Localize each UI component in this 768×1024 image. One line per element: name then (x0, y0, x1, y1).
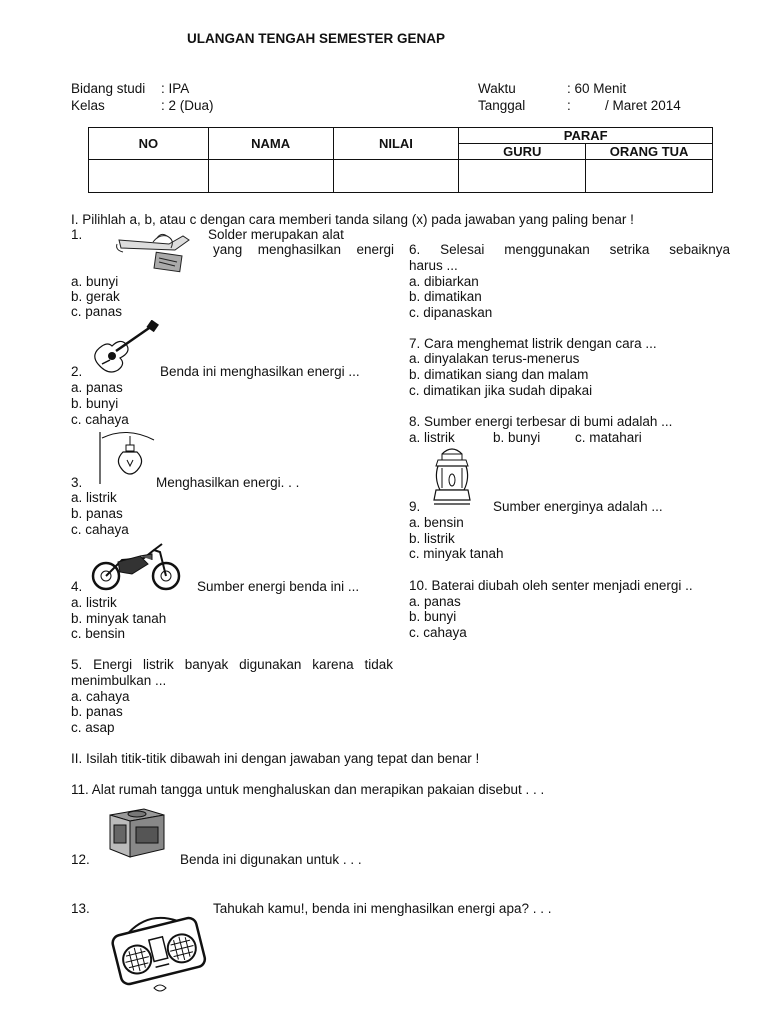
q10-option-b: b. bunyi (409, 609, 457, 624)
cell-paraf-orang-tua[interactable] (586, 160, 713, 193)
q9-number: 9. (409, 499, 421, 514)
section2-instruction: II. Isilah titik-titik dibawah ini dengan jawaban yang tepat dan benar ! (71, 751, 480, 766)
q2-text: Benda ini menghasilkan energi ... (160, 364, 360, 379)
q4-text: Sumber energi benda ini ... (197, 579, 360, 594)
date-colon: : (567, 98, 571, 113)
q8-option-a: a. listrik (409, 430, 455, 445)
time-label: Waktu (478, 81, 516, 96)
header-guru: GURU (459, 144, 586, 160)
q12-number: 12. (71, 852, 90, 867)
q5-option-b: b. panas (71, 704, 123, 719)
guitar-icon (90, 320, 162, 376)
q7-option-b: b. dimatikan siang dan malam (409, 367, 589, 382)
q1-number: 1. (71, 227, 83, 242)
q6-option-c: c. dipanaskan (409, 305, 493, 320)
page-title: ULANGAN TENGAH SEMESTER GENAP (187, 31, 446, 46)
q7-text: 7. Cara menghemat listrik dengan cara ... (409, 336, 657, 351)
radio-cassette-icon (108, 904, 210, 994)
section1-instruction: I. Pilihlah a, b, atau c dengan cara memberi tanda silang (x) pada jawaban yang paling benar ! (71, 212, 634, 227)
subject-label: Bidang studi (71, 81, 146, 96)
class-label: Kelas (71, 98, 105, 113)
q1-text-line2: yang menghasilkan energi (213, 242, 394, 257)
q13-text: Tahukah kamu!, benda ini menghasilkan energi apa? . . . (213, 901, 552, 916)
header-orang-tua: ORANG TUA (586, 144, 713, 160)
time-value: : 60 Menit (567, 81, 627, 96)
q3-number: 3. (71, 475, 83, 490)
header-no: NO (89, 128, 209, 160)
header-nilai: NILAI (333, 128, 459, 160)
q5-option-c: c. asap (71, 720, 115, 735)
q3-option-a: a. listrik (71, 490, 117, 505)
q2-option-c: c. cahaya (71, 412, 129, 427)
q9-option-c: c. minyak tanah (409, 546, 504, 561)
q9-option-a: a. bensin (409, 515, 464, 530)
q10-option-c: c. cahaya (409, 625, 467, 640)
cell-no[interactable] (89, 160, 209, 193)
soldering-iron-icon (113, 226, 193, 274)
q4-option-b: b. minyak tanah (71, 611, 167, 626)
date-label: Tanggal (478, 98, 526, 113)
q1-option-c: c. panas (71, 304, 123, 319)
cell-paraf-guru[interactable] (459, 160, 586, 193)
q10-option-a: a. panas (409, 594, 461, 609)
q6-option-a: a. dibiarkan (409, 274, 479, 289)
q5-option-a: a. cahaya (71, 689, 130, 704)
q1-option-a: a. bunyi (71, 274, 119, 289)
q8-option-b: b. bunyi (493, 430, 541, 445)
q12-text: Benda ini digunakan untuk . . . (180, 852, 362, 867)
subject-value: : IPA (161, 81, 190, 96)
q13-number: 13. (71, 901, 90, 916)
q1-text-line1: Solder merupakan alat (208, 227, 344, 242)
q4-option-a: a. listrik (71, 595, 117, 610)
q3-option-c: c. cahaya (71, 522, 129, 537)
q3-option-b: b. panas (71, 506, 123, 521)
header-nama: NAMA (208, 128, 333, 160)
q8-text: 8. Sumber energi terbesar di bumi adalah ... (409, 414, 673, 429)
motorcycle-icon (88, 540, 184, 592)
q7-option-c: c. dimatikan jika sudah dipakai (409, 383, 593, 398)
q6-option-b: b. dimatikan (409, 289, 482, 304)
q2-number: 2. (71, 364, 83, 379)
score-table (88, 127, 713, 193)
q1-option-b: b. gerak (71, 289, 120, 304)
q2-option-a: a. panas (71, 380, 123, 395)
oil-lantern-icon (428, 446, 476, 508)
q11-text: 11. Alat rumah tangga untuk menghaluskan dan merapikan pakaian disebut . . . (71, 782, 545, 797)
light-bulb-icon (97, 430, 157, 486)
q9-option-b: b. listrik (409, 531, 455, 546)
q4-option-c: c. bensin (71, 626, 126, 641)
cell-nilai[interactable] (333, 160, 459, 193)
header-paraf: PARAF (459, 128, 713, 144)
q5-text-line1: 5. Energi listrik banyak digunakan karena tidak (71, 657, 393, 672)
q10-text: 10. Baterai diubah oleh senter menjadi energi .. (409, 578, 693, 593)
q4-number: 4. (71, 579, 83, 594)
q6-text-line2: harus ... (409, 258, 458, 273)
class-value: : 2 (Dua) (161, 98, 214, 113)
q2-option-b: b. bunyi (71, 396, 119, 411)
q8-option-c: c. matahari (575, 430, 642, 445)
cell-nama[interactable] (208, 160, 333, 193)
q3-text: Menghasilkan energi. . . (156, 475, 300, 490)
q5-text-line2: menimbulkan ... (71, 673, 167, 688)
stove-icon (104, 805, 168, 859)
date-value: / Maret 2014 (605, 98, 681, 113)
q7-option-a: a. dinyalakan terus-menerus (409, 351, 580, 366)
q6-text-line1: 6. Selesai menggunakan setrika sebaiknya (409, 242, 730, 257)
q9-text: Sumber energinya adalah ... (493, 499, 663, 514)
